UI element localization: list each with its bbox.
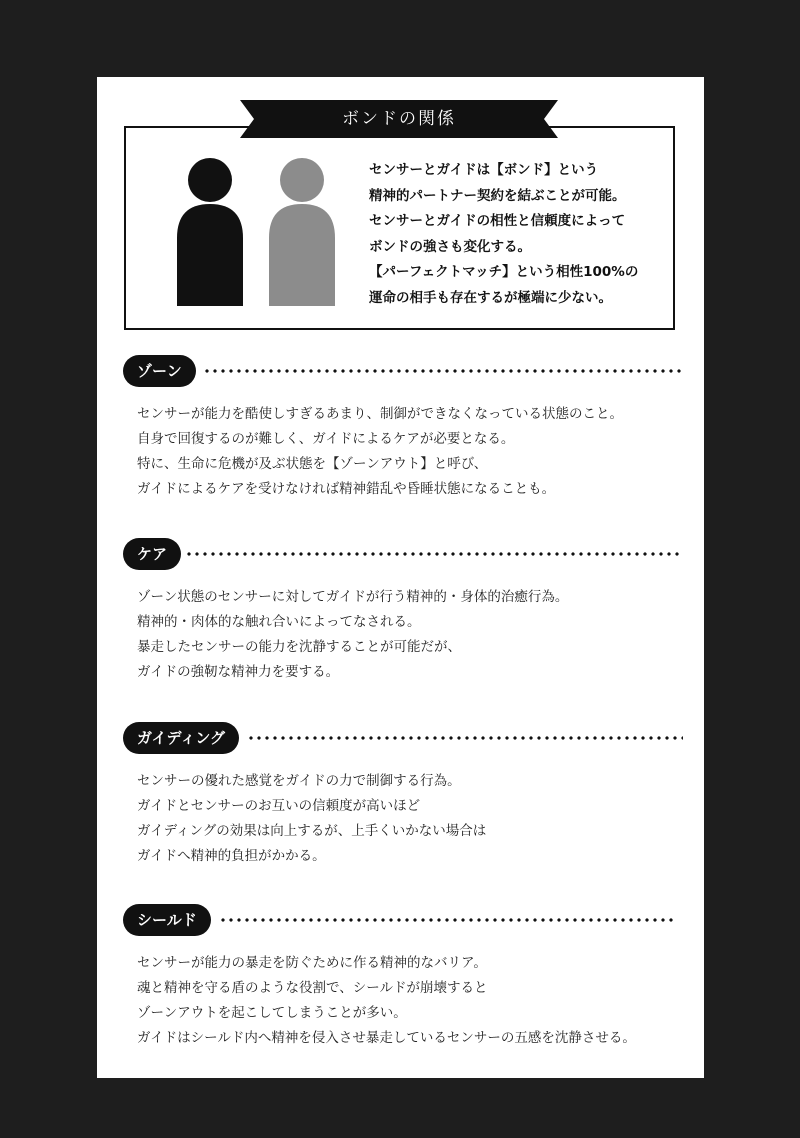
section-body [137,951,636,1051]
bond-line: 運命の相手も存在するが極端に少ない。 [369,289,612,306]
bond-line: センサーとガイドは【ボンド】という [369,162,599,178]
bond-description [369,158,669,311]
bond-line: センサーとガイドの相性と信頼度によって [369,213,626,229]
body-line: ガイドの強靭な精神力を要する。 [137,664,340,680]
bond-title: ボンドの関係 [342,109,456,129]
bond-banner [240,100,558,138]
body-line: センサーが能力の暴走を防ぐために作る精神的なバリア。 [137,955,487,971]
bond-line: ボンドの強さも変化する。 [369,238,531,255]
body-line: 暴走したセンサーの能力を沈静することが可能だが、 [137,639,461,655]
dotted-divider [185,552,683,556]
bond-line: 精神的パートナー契約を結ぶことが可能。 [369,187,626,204]
dotted-divider [219,918,677,922]
body-line: ガイドはシールド内へ精神を侵入させ暴走しているセンサーの五感を沈静させる。 [137,1030,636,1046]
body-line: ガイドによるケアを受けなければ精神錯乱や昏睡状態になることも。 [137,481,556,497]
person-black-icon [175,158,245,308]
person-gray-icon [267,158,337,308]
body-line: 自身で回復するのが難しく、ガイドによるケアが必要となる。 [137,431,515,447]
bond-line: 【パーフェクトマッチ】という相性100%の [369,264,639,280]
body-line: 特に、生命に危機が及ぶ状態を【ゾーンアウト】と呼び、 [137,456,488,472]
dotted-divider [247,736,683,740]
section-body [137,585,568,685]
body-line: センサーが能力を酷使しすぎるあまり、制御ができなくなっている状態のこと。 [137,406,623,422]
section-body [137,402,623,502]
section-heading: ガイディング [123,722,239,754]
section-heading: ゾーン [123,355,196,387]
section-heading: ケア [123,538,181,570]
document-page [97,77,704,1078]
dotted-divider [203,369,683,373]
section-heading: シールド [123,904,211,936]
body-line: ガイディングの効果は向上するが、上手くいかない場合は [137,823,487,839]
body-line: センサーの優れた感覚をガイドの力で制御する行為。 [137,773,461,789]
body-line: ゾーンアウトを起こしてしまうことが多い。 [137,1005,407,1021]
body-line: ガイドとセンサーのお互いの信頼度が高いほど [137,798,421,814]
section-body [137,769,486,869]
body-line: ゾーン状態のセンサーに対してガイドが行う精神的・身体的治癒行為。 [137,589,569,605]
body-line: 魂と精神を守る盾のような役割で、シールドが崩壊すると [137,980,488,996]
body-line: 精神的・肉体的な触れ合いによってなされる。 [137,614,421,630]
body-line: ガイドへ精神的負担がかかる。 [137,848,326,864]
